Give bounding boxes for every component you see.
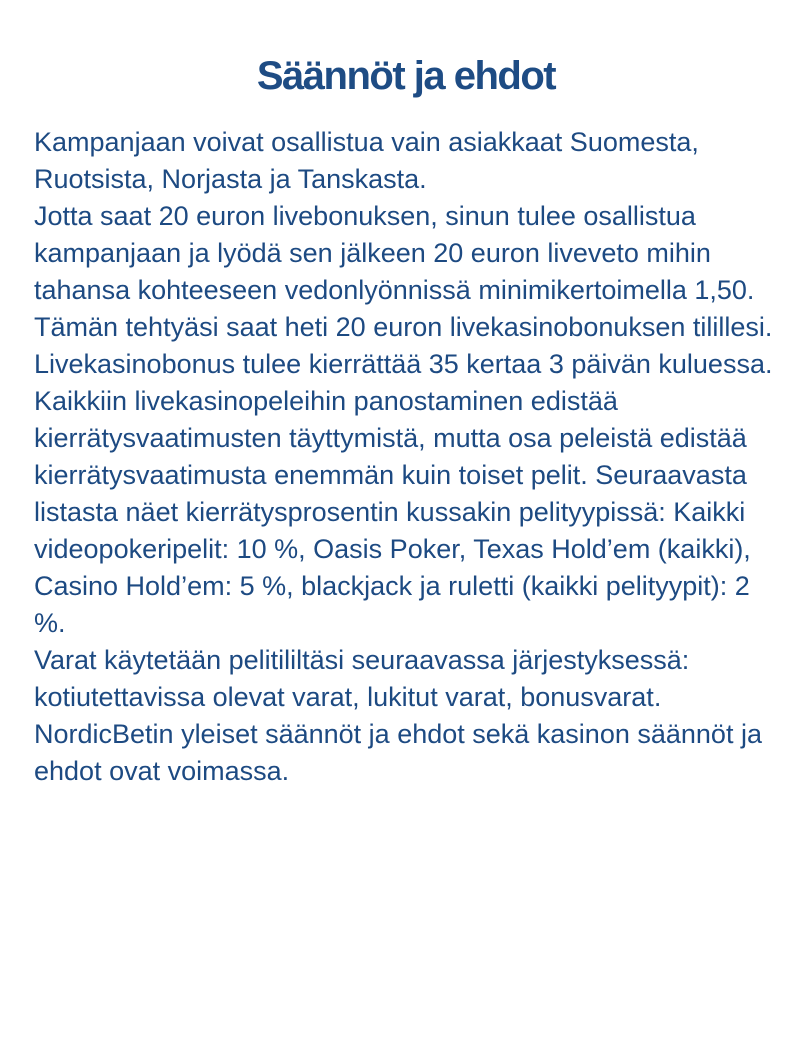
- terms-page: [0, 48, 800, 1046]
- terms-body: [34, 124, 778, 790]
- terms-paragraph-general-terms: NordicBetin yleiset säännöt ja ehdot sekä kasinon säännöt ja ehdot ovat voimassa.: [34, 719, 762, 786]
- page-title: Säännöt ja ehdot: [256, 54, 556, 98]
- terms-paragraph-game-contribution: Kaikkiin livekasinopeleihin panostaminen edistää kierrätysvaatimusten täyttymistä, mutta osa peleistä edistää kierrätysvaatimusta enemmän kuin toiset pelit. Seuraavasta listasta näet kierrätysprosentin kussakin pelityypissä: Kaikki videopokeripelit: 10 %, Oasis Poker, Texas Hold’em (kaikki), Casino Hold’em: 5 %, blackjack ja ruletti (kaikki pelityypit): 2 %.: [34, 386, 751, 638]
- terms-paragraph-wagering: Livekasinobonus tulee kierrättää 35 kertaa 3 päivän kuluessa.: [34, 349, 773, 379]
- terms-paragraph-live-bet: Jotta saat 20 euron livebonuksen, sinun tulee osallistua kampanjaan ja lyödä sen jälkeen 20 euron liveveto mihin tahansa kohteeseen vedonlyönnissä minimikertoimella 1,50.: [34, 201, 755, 305]
- terms-paragraph-eligibility: Kampanjaan voivat osallistua vain asiakkaat Suomesta, Ruotsista, Norjasta ja Tanskasta.: [34, 127, 699, 194]
- terms-paragraph-funds-order: Varat käytetään pelitililtäsi seuraavassa järjestyksessä: kotiutettavissa olevat varat, lukitut varat, bonusvarat.: [34, 645, 690, 712]
- terms-paragraph-bonus-credit: Tämän tehtyäsi saat heti 20 euron livekasinobonuksen tilillesi.: [34, 312, 773, 342]
